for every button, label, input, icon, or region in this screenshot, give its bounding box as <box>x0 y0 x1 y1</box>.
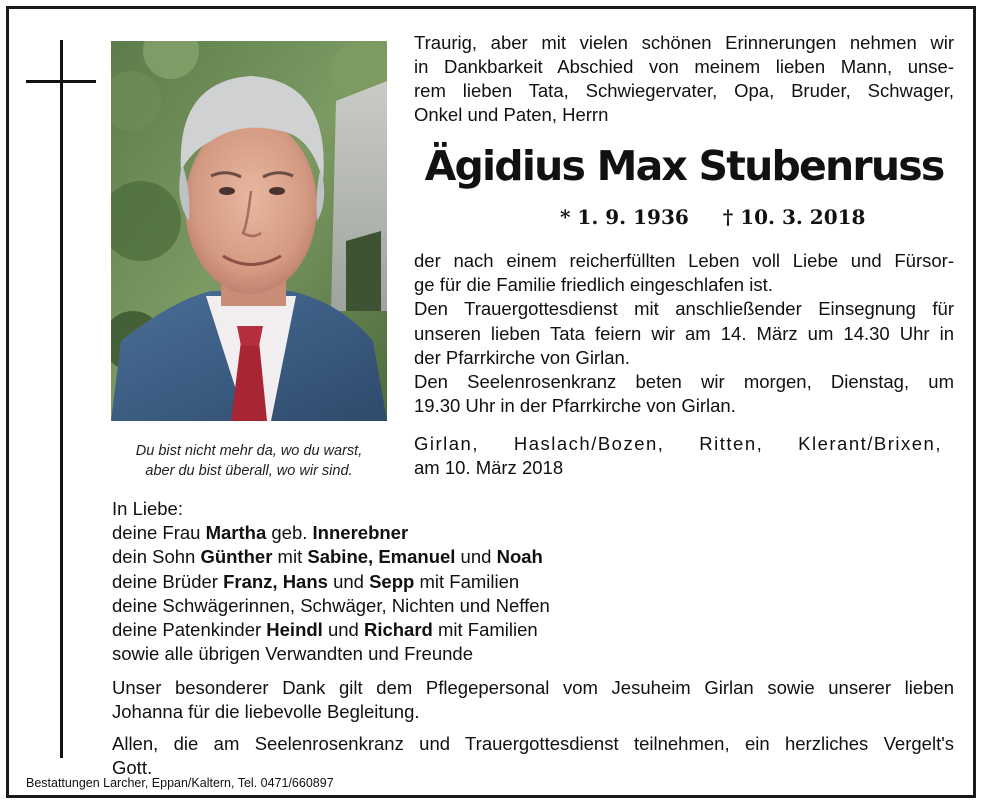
cross-icon-horizontal <box>26 80 96 83</box>
intro-paragraph <box>414 31 954 127</box>
thanks-line: Allen, die am Seelenrosenkranz und Trauergottesdienst teilnehmen, ein herzliches Vergelt's <box>112 733 954 754</box>
family-line: dein Sohn Günther mit Sabine, Emanuel und Noah <box>112 546 543 568</box>
intro-line: rem lieben Tata, Schwiegervater, Opa, Bruder, Schwager, <box>414 80 954 101</box>
quote-line-2: aber du bist überall, wo wir sind. <box>145 463 353 479</box>
intro-line: in Dankbarkeit Abschied von meinem lieben Mann, unse- <box>414 56 954 77</box>
body-line: der Pfarrkirche von Girlan. <box>414 346 630 368</box>
life-dates <box>560 205 865 229</box>
family-line: deine Schwägerinnen, Schwäger, Nichten und Neffen <box>112 594 550 616</box>
birth-date: * 1. 9. 1936 <box>560 205 689 229</box>
death-date: † 10. 3. 2018 <box>722 205 866 229</box>
body-line: Den Seelenrosenkranz beten wir morgen, Dienstag, um <box>414 371 954 393</box>
body-line: unseren lieben Tata feiern wir am 14. März um 14.30 Uhr in <box>414 322 954 344</box>
family-list <box>112 497 712 666</box>
portrait-illustration <box>111 41 387 421</box>
intro-line: Onkel und Paten, Herrn <box>414 104 609 125</box>
portrait-photo <box>111 41 387 421</box>
deceased-name: Ägidius Max Stubenruss <box>424 142 944 190</box>
place-line: Girlan, Haslach/Bozen, Ritten, Klerant/Brixen, <box>414 433 942 454</box>
family-line: deine Frau Martha geb. Innerebner <box>112 522 409 544</box>
place-date <box>414 432 942 480</box>
memorial-quote <box>111 441 387 481</box>
body-line: der nach einem reicherfüllten Leben voll Liebe und Fürsor- <box>414 250 954 271</box>
quote-line-1: Du bist nicht mehr da, wo du warst, <box>135 443 363 459</box>
service-paragraph <box>414 249 954 418</box>
thanks-line: Unser besonderer Dank gilt dem Pflegepersonal vom Jesuheim Girlan sowie unserer lieben <box>112 677 954 698</box>
thanks-line: Gott. <box>112 757 153 778</box>
body-line: Den Trauergottesdienst mit anschließender Einsegnung für <box>414 298 954 320</box>
family-line: deine Brüder Franz, Hans und Sepp mit Familien <box>112 570 520 592</box>
body-line: 19.30 Uhr in der Pfarrkirche von Girlan. <box>414 395 736 417</box>
funeral-home-footer: Bestattungen Larcher, Eppan/Kaltern, Tel. 0471/660897 <box>26 776 334 790</box>
family-heading: In Liebe: <box>112 498 183 519</box>
intro-line: Traurig, aber mit vielen schönen Erinnerungen nehmen wir <box>414 32 954 53</box>
family-line: sowie alle übrigen Verwandten und Freunde <box>112 643 473 665</box>
cross-icon-vertical <box>60 40 63 758</box>
thanks-paragraph <box>112 676 954 780</box>
thanks-line: Johanna für die liebevolle Begleitung. <box>112 701 420 722</box>
body-line: ge für die Familie friedlich eingeschlafen ist. <box>414 274 773 296</box>
family-line: deine Patenkinder Heindl und Richard mit Familien <box>112 619 538 641</box>
date-line: am 10. März 2018 <box>414 457 564 478</box>
